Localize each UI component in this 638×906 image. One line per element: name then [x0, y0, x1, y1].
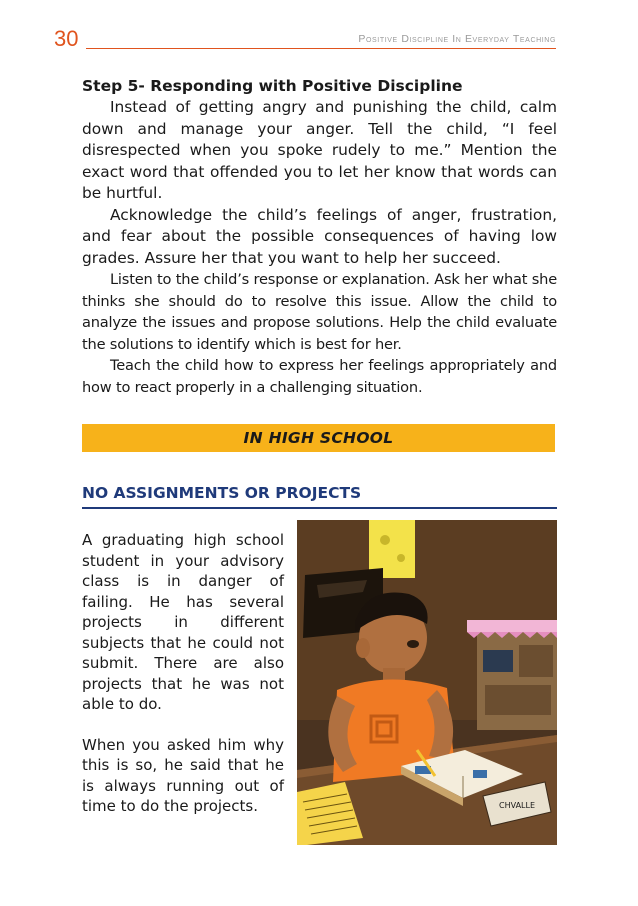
step-paragraph-3: Listen to the child’s response or explanation. Ask her what she thinks she should do to resolve this issue. Allow the child to analyze the issues and propose solutions. Help the child evaluate the solutions to identify which is best for her.	[82, 271, 557, 353]
step-paragraph-1: Instead of getting angry and punishing the child, calm down and manage your anger. Tell the child, “I feel disrespected when you spoke rudely to me.” Mention the exact word that offended you to let her know that words can be hurtful.	[82, 98, 557, 202]
step-paragraph-2: Acknowledge the child’s feelings of anger, frustration, and fear about the possible consequences of having low grades. Assure her that you want to help her succeed.	[82, 205, 557, 267]
section-banner	[82, 424, 555, 452]
step-paragraph-4: Teach the child how to express her feelings appropriately and how to react properly in a challenging situation.	[82, 357, 557, 396]
header-rule	[86, 48, 556, 49]
notebook-label: CHVALLE	[499, 801, 536, 810]
running-title: Positive Discipline In Everyday Teaching	[358, 33, 556, 45]
page-header	[0, 0, 638, 60]
banner-label: IN HIGH SCHOOL	[243, 429, 394, 447]
step-section	[82, 76, 557, 398]
scenario-paragraph-2: When you asked him why this is so, he said that he is always running out of time to do the projects.	[82, 735, 284, 815]
page-number: 30	[54, 26, 79, 51]
scenario-text	[82, 530, 284, 817]
step-title: Step 5- Responding with Positive Discipline	[82, 77, 463, 95]
section-heading: NO ASSIGNMENTS OR PROJECTS	[82, 484, 362, 502]
section-heading-rule	[82, 507, 557, 509]
scenario-paragraph-1: A graduating high school student in your advisory class is in danger of failing. He has several projects in different subjects that he could not submit. There are also projects that he was not able to do.	[82, 531, 284, 713]
student-studying-illustration	[297, 520, 557, 845]
